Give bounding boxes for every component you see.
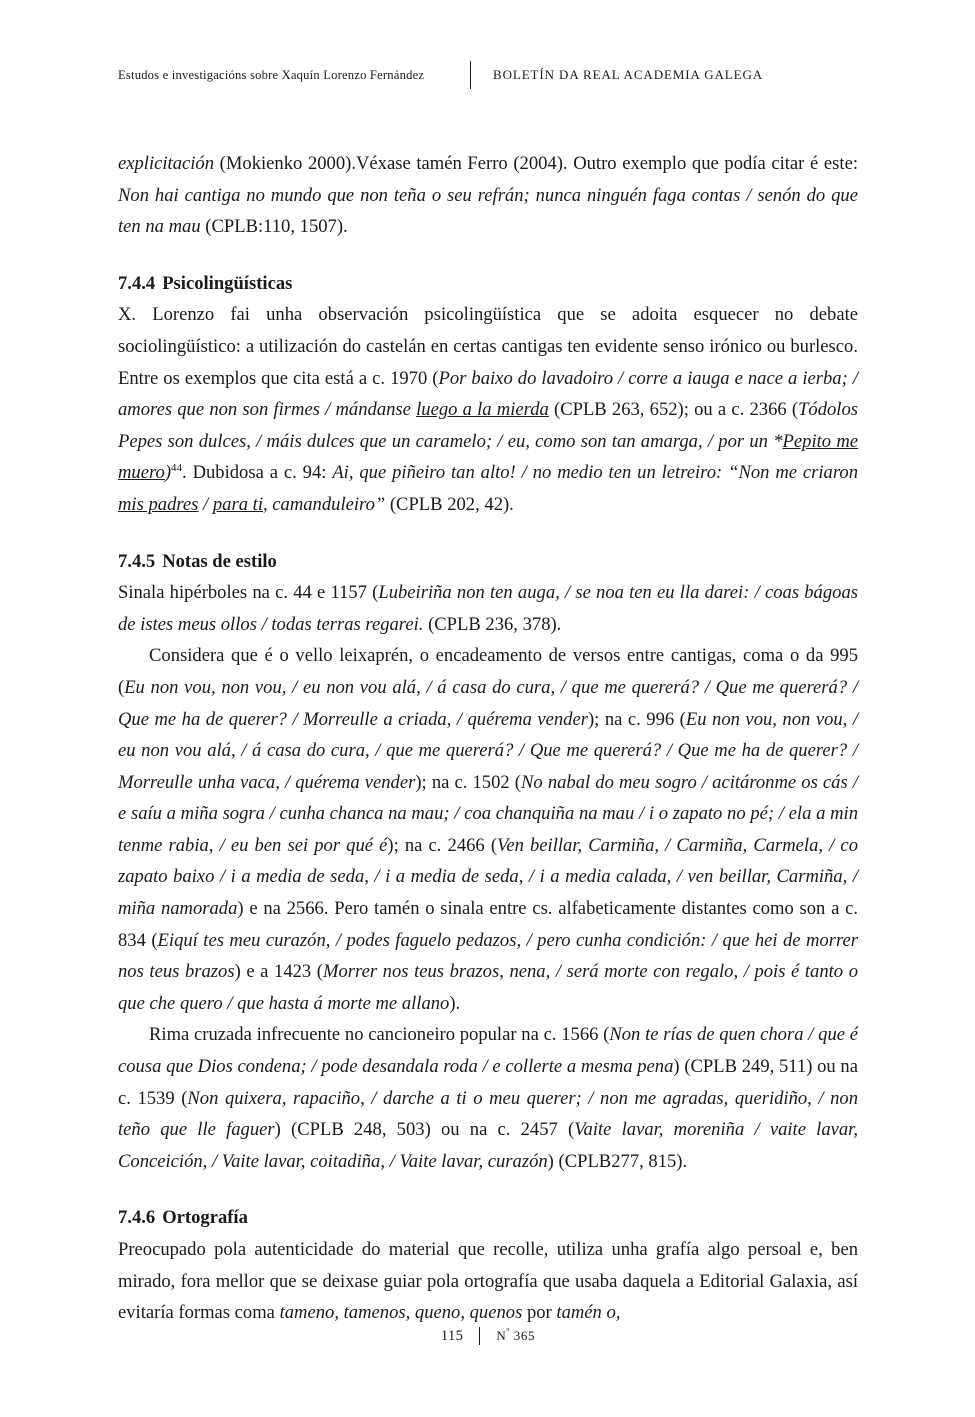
folio-page-number: 115 (440, 1327, 464, 1344)
p1-ref: (CPLB:110, 1507). (200, 216, 348, 238)
p4-text-a: Considera que é o vello leixaprén, o encadeamento de versos entre cantigas, coma o da 995 ( (118, 645, 858, 698)
heading-7-4-4 (118, 268, 858, 300)
p4-quote-j: Eiquí tes meu curazón, / podes faguelo pedazos, / pero cunha condición: / que hei de morrer nos teus brazos (118, 929, 859, 983)
p2-quote-i: Ai, que piñeiro tan alto! / no medio ten un letreiro: “Non me criaron (332, 462, 858, 484)
issue-prefix: N (496, 1328, 507, 1343)
heading-7-4-6-number: 7.4.6 (118, 1207, 156, 1229)
p2-underline-j: mis padres (118, 493, 199, 515)
page-footer (118, 1327, 858, 1345)
p6-forms-d: tamén o, (556, 1302, 621, 1324)
p2-quote-e: Tódolos Pepes son dulces, / máis dulces que un caramelo; / eu, como son tan amarga, / por un * (118, 399, 859, 452)
p4-text-m: ). (449, 992, 461, 1014)
p2-underline-c: luego a la mierda (416, 399, 549, 421)
p2-underline-f: Pepito me muero (118, 430, 859, 484)
p2-text-h: . Dubidosa a c. 94: (182, 462, 333, 484)
running-head-left: Estudos e investigacións sobre Xaquín Lorenzo Fernández (118, 67, 425, 82)
folio-divider (479, 1327, 480, 1345)
paragraph-explicitacion (118, 148, 858, 243)
p3-quote-b: Lubeiriña non ten auga, / se noa ten eu lla darei: / coas bágoas de istes meus ollos / todas terras regarei. (118, 582, 858, 635)
heading-7-4-4-number: 7.4.4 (118, 272, 156, 294)
p6-text-a: Preocupado pola autenticidade do material que recolle, utiliza unha grafía algo persoal e, ben mirado, fora mellor que se deixase guiar pola ortografía que usaba daquela a Editorial Galaxia, así evitaría formas coma (118, 1239, 858, 1324)
paragraph-psicolinguisticas (118, 299, 858, 520)
p4-quote-l: Morrer nos teus brazos, nena, / será morte con regalo, / pois é tanto o que che quero / que hasta á morte me allano (118, 961, 858, 1014)
p6-forms-b: tameno, tamenos, queno, quenos (279, 1302, 523, 1324)
p2-ref: (CPLB 202, 42). (385, 493, 514, 515)
p2-quote-b: Por baixo do lavadoiro / corre a iauga e nace a ierba; / amores que non son firmes / mándanse (118, 367, 858, 421)
p5-quote-b: Non te rías de quen chora / que é cousa que Dios condena; / pode desandala roda / e collerte a mesma pena (118, 1024, 859, 1078)
running-head-divider (470, 61, 471, 89)
p4-quote-f: No nabal do meu sogro / acitáronme os cás / e saíu a miña sogra / cunha chanca na mau; / coa chanquiña na mau / i o zapato no pé; / ela a min tenme rabia, / eu ben sei por qué é (118, 771, 858, 856)
p5-text-c: ) (CPLB 249, 511) ou na c. 1539 ( (118, 1056, 858, 1109)
p5-text-a: Rima cruzada infrecuente no cancioneiro popular na c. 1566 ( (149, 1024, 610, 1046)
p4-quote-d: Eu non vou, non vou, / eu non vou alá, / á casa do cura, / que me quererá? / Que me quererá? / Que me ha de querer? / Morreulle unha vaca, / quérema vender (118, 708, 858, 793)
folio-issue (496, 1328, 535, 1344)
paragraph-rima-cruzada (118, 1019, 858, 1177)
p2-text-k: / (198, 493, 213, 515)
footnote-marker-44: 44 (171, 462, 183, 475)
p5-ref: ) (CPLB277, 815). (547, 1150, 688, 1172)
term-explicitacion: explicitación (118, 153, 215, 174)
heading-7-4-5-title: Notas de estilo (162, 550, 277, 572)
p2-quote-m: , camanduleiro” (262, 493, 386, 515)
heading-7-4-4-title: Psicolingüísticas (162, 272, 293, 294)
p1-text-b: (Mokienko 2000).Véxase tamén Ferro (2004). Outro exemplo que podía citar é este: (214, 153, 858, 174)
paragraph-hiperboles (118, 577, 858, 640)
heading-7-4-5 (118, 546, 858, 578)
p3-ref: (CPLB 236, 378). (423, 613, 562, 635)
quote-cantiga: Non hai cantiga no mundo que non teña o seu refrán; nunca ninguén faga contas / senón do que ten na mau (118, 184, 858, 238)
body-text (118, 148, 858, 1329)
heading-7-4-6 (118, 1202, 858, 1234)
paragraph-ortografia (118, 1234, 858, 1329)
paragraph-leixapren (118, 640, 858, 1019)
p3-text-a: Sinala hipérboles na c. 44 e 1157 ( (118, 582, 379, 604)
p4-quote-h: Ven beillar, Carmiña, / Carmiña, Carmela, / co zapato baixo / i a media de seda, / i a media de seda, / i a media calada, / ven beillar, Carmiña, / miña namorada (118, 834, 858, 920)
issue-number: 365 (513, 1328, 536, 1343)
heading-7-4-5-number: 7.4.5 (118, 550, 156, 572)
p6-text-c: por (522, 1302, 557, 1324)
p4-quote-b: Eu non vou, non vou, / eu non vou alá, / á casa do cura, / que me quererá? / Que me quererá? / Que me ha de querer? / Morreulle a criada, / quérema vender (118, 676, 858, 730)
p2-text-g: ) (164, 462, 172, 484)
running-head-right: BOLETÍN DA REAL ACADEMIA GALEGA (493, 67, 764, 82)
issue-ordinal: º (506, 1327, 510, 1338)
p2-text-a: X. Lorenzo fai unha observación psicolingüística que se adoita esquecer no debate sociolingüístico: a utilización do castelán en certas cantigas ten evidente senso irónico ou burlesco. Entre os exemplos que cita está a c. 1970 ( (118, 304, 858, 389)
running-head (118, 58, 858, 92)
p2-underline-l: para ti (212, 493, 263, 515)
p2-text-d: (CPLB 263, 652); ou a c. 2366 ( (548, 399, 799, 421)
p4-text-i: ) e na 2566. Pero tamén o sinala entre cs. alfabeticamente distantes como son a c. 834 ( (118, 898, 858, 951)
p5-quote-f: Vaite lavar, moreniña / vaite lavar, Conceición, / Vaite lavar, coitadiña, / Vaite lavar, curazón (118, 1119, 859, 1172)
p4-text-g: ); na c. 2466 ( (387, 834, 498, 856)
p5-text-e: ) (CPLB 248, 503) ou na c. 2457 ( (274, 1119, 575, 1141)
heading-7-4-6-title: Ortografía (162, 1207, 248, 1229)
p4-text-k: ) e a 1423 ( (234, 961, 323, 983)
p4-text-c: ); na c. 996 ( (587, 708, 686, 730)
p5-quote-d: Non quixera, rapaciño, / darche a ti o meu querer; / non me agradas, queridiño, / non teño que lle faguer (118, 1087, 859, 1141)
page-content (118, 58, 858, 1329)
p4-text-e: ); na c. 1502 ( (415, 771, 521, 793)
